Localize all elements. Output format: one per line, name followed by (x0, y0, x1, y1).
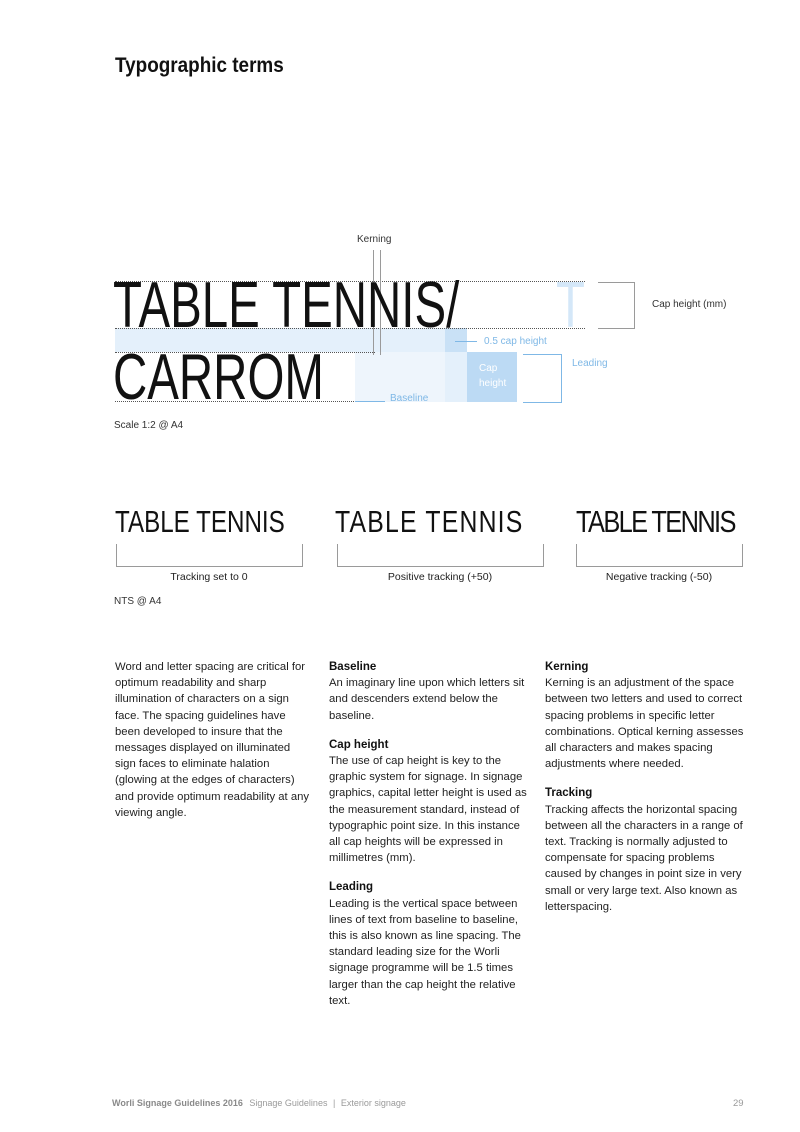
leading-definition (329, 879, 531, 1009)
leading-bracket (523, 354, 562, 403)
kerning-label: Kerning (357, 234, 392, 245)
intro-column (115, 659, 311, 821)
cap-height-definition (329, 737, 531, 867)
diagram-line-2: CARROM (113, 340, 324, 413)
tracking-caption-zero: Tracking set to 0 (170, 571, 248, 583)
cap-height-mm-label: Cap height (mm) (652, 299, 727, 310)
diagram-line-1: TABLE TENNIS/ (113, 268, 460, 341)
cap-label-line-1: Cap (479, 363, 498, 374)
baseline-blue-line (355, 401, 385, 402)
kerning-heading: Kerning (545, 661, 589, 673)
tracking-caption-negative: Negative tracking (-50) (605, 571, 713, 583)
cap-label-line-2: height (479, 378, 507, 389)
tracking-heading: Tracking (545, 787, 593, 800)
cap-height-box (467, 352, 517, 402)
footer-subsection: Exterior signage (340, 1098, 406, 1108)
tracking-bracket-positive (337, 544, 544, 567)
footer (112, 1098, 406, 1108)
tracking-bracket-zero (116, 544, 303, 567)
page-number: 29 (733, 1098, 744, 1109)
right-column (545, 659, 745, 928)
half-cap-leader (455, 341, 477, 342)
baseline-text: An imaginary line upon which letters sit and descenders extend below the baseline. (329, 677, 525, 722)
kerning-text: Kerning is an adjustment of the space between two letters and used to correct spacing problems in specific letter combinations. Optical kerning assesses all characters and makes spacing adjustments where needed. (545, 677, 744, 771)
diagram-scale-note: Scale 1:2 @ A4 (114, 420, 184, 431)
tracking-example-zero: TABLE TENNIS (115, 504, 285, 539)
footer-doc-title: Worli Signage Guidelines 2016 (112, 1098, 243, 1108)
baseline-label: Baseline (390, 393, 429, 404)
tracking-definition (545, 785, 745, 915)
tracking-example-positive: TABLE TENNIS (335, 504, 524, 539)
tracking-scale-note: NTS @ A4 (114, 596, 162, 607)
leading-heading: Leading (329, 881, 374, 894)
ghost-letter: T (556, 268, 585, 341)
page-title: Typographic terms (115, 54, 284, 77)
kerning-definition (545, 659, 745, 772)
tracking-caption-positive: Positive tracking (+50) (387, 571, 493, 583)
tracking-examples (0, 500, 800, 620)
tracking-text: Tracking affects the horizontal spacing between all the characters in a range of text. Tracking is normally adjusted to compensate for spacing problems caused by changes in point size in very small or very large text. Also known as letterspacing. (545, 803, 743, 913)
intro-text: Word and letter spacing are critical for optimum readability and sharp illumination of characters on a sign face. The spacing guidelines have been developed to insure that the messages displayed on illuminated sign faces to eliminate halation (glowing at the edges of characters) and provide optimum readability at any viewing angle. (115, 661, 310, 819)
tracking-bracket-negative (576, 544, 743, 567)
baseline-heading: Baseline (329, 661, 377, 673)
leading-text: Leading is the vertical space between lines of text from baseline to baseline, this is also known as line spacing. The standard leading size for the Worli signage programme will be 1.5 times larger than the cap height the relative text. (329, 897, 521, 1007)
leading-label: Leading (572, 358, 608, 369)
footer-separator: | (332, 1098, 336, 1108)
half-cap-label: 0.5 cap height (484, 336, 547, 347)
tracking-example-negative: TABLE TENNIS (576, 504, 735, 539)
baseline-definition (329, 659, 531, 724)
middle-column (329, 659, 531, 1022)
cap-height-text: The use of cap height is key to the graphic system for signage. In signage graphics, capital letter height is used as the measurement standard, instead of typographic point size. In this instance all cap heights will be expressed in millimetres (mm). (329, 755, 527, 865)
footer-section: Signage Guidelines (249, 1098, 328, 1108)
cap-height-heading: Cap height (329, 738, 389, 751)
cap-height-bracket (598, 282, 635, 329)
typography-diagram (0, 0, 800, 440)
